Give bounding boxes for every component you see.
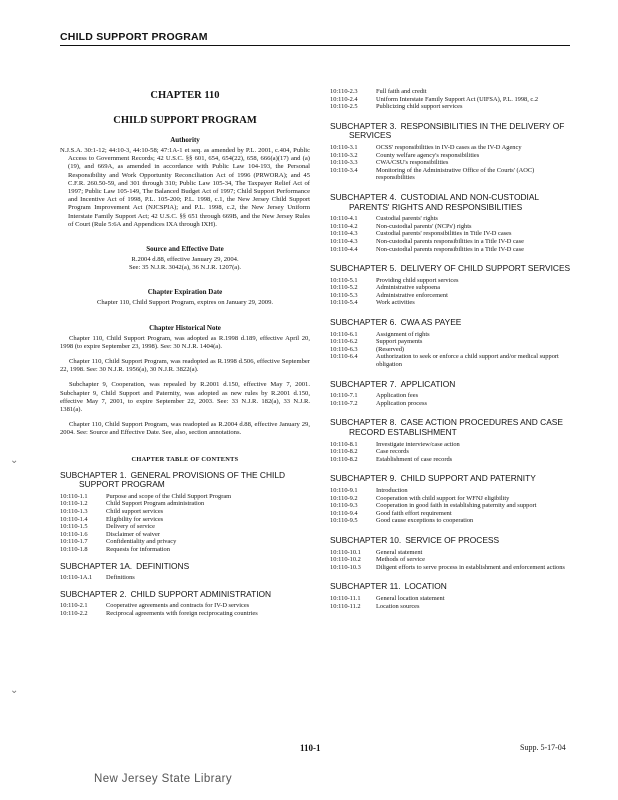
section-title: General statement (376, 548, 423, 556)
subchapter-heading (330, 582, 574, 592)
toc-entry (330, 88, 574, 96)
section-number: 10:110-2.2 (60, 609, 88, 617)
supplement-date: Supp. 5-17-04 (520, 743, 566, 752)
subchapter (330, 264, 574, 307)
toc-entry (330, 167, 574, 182)
running-head: CHILD SUPPORT PROGRAM (60, 31, 570, 46)
section-number: 10:110-1A.1 (60, 574, 93, 582)
section-number: 10:110-2.5 (330, 103, 358, 111)
section-number: 10:110-6.4 (330, 353, 358, 361)
subchapter-name: CHILD SUPPORT ADMINISTRATION (130, 588, 272, 599)
toc-entry (330, 502, 574, 510)
left-column (60, 90, 310, 618)
toc-entry (60, 493, 310, 501)
history-paragraph: Subchapter 9, Cooperation, was repealed by R.2001 d.150, effective May 7, 2001. Subchapter 9, Child Support and Paternity, was adopted as new rules by R.2001 d.150, effective May 7, 2001, to expire September 22, 2003. See: 33 N.J.R. 182(a), 33 N.J.R. 1381(a). (60, 381, 310, 414)
subchapter (330, 418, 574, 463)
section-number: 10:110-1.1 (60, 492, 88, 500)
subchapter-heading (60, 471, 310, 490)
section-title: Establishment of case records (376, 455, 453, 463)
subchapter-label: SUBCHAPTER 9. (330, 473, 397, 484)
toc-entry (330, 456, 574, 464)
toc-entry (60, 610, 310, 618)
toc-entry (330, 246, 574, 254)
section-title: (Reserved) (376, 345, 405, 353)
subchapter-name: CUSTODIAL AND NON-CUSTODIAL PARENTS' RIGHTS AND RESPONSIBILITIES (349, 191, 539, 212)
subchapter (60, 590, 310, 618)
authority-text: N.J.S.A. 30:1-12; 44:10-3, 44:10-58; 47:1A-1 et seq. as amended by P.L. 2001, c.404, Public Access to Government Records; 42 U.S.C. §§ 601, 654, 654(22), 658, 666(a)(17) and (a)(19), and 669A, as amended in accordance with Public Law 104-193, the Personal Responsibility and Work Opportunity Reconciliation Act of 1996 (PRWORA); and 45 C.F.R. 260.50-59, and 301 through 310; Public Law 105-34, The Taxpayer Relief Act of 1997; Public Law 105-149, The Balanced Budget Act of 1997; Child Support Performance and Incentive Act of 1998, P.L. 105-200; P.L. 1998, c.1, the New Jersey Child Support Program Improvement Act (NJCSPIA); and P.L. 1998, c.2, the New Jersey Uniform Interstate Family Support Act; 42 U.S.C. §§ 651 through 669B, and the New Jersey Rules of Court (Rule 5:6A and Appendices IXA through IXH). (60, 147, 310, 228)
library-watermark: New Jersey State Library (94, 773, 233, 785)
subchapter-label: SUBCHAPTER 11. (330, 581, 401, 592)
subchapter-label: SUBCHAPTER 7. (330, 378, 397, 389)
section-number: 10:110-3.3 (330, 159, 358, 167)
section-title: Disclaimer of waiver (106, 530, 160, 538)
subchapter-heading (330, 122, 574, 141)
toc-entry (330, 238, 574, 246)
section-title: Introduction (376, 486, 408, 494)
toc-entry (330, 331, 574, 339)
section-number: 10:110-9.4 (330, 509, 358, 517)
toc-entry (60, 531, 310, 539)
subchapter-heading (330, 380, 574, 390)
section-title: Child Support Program administration (106, 500, 205, 508)
section-number: 10:110-2.3 (330, 88, 358, 95)
history-heading: Chapter Historical Note (149, 323, 221, 332)
section-number: 10:110-10.3 (330, 563, 361, 571)
section-title: Custodial parents' responsibilities in Title IV-D cases (376, 230, 512, 238)
toc-entry (60, 516, 310, 524)
section-number: 10:110-8.2 (330, 448, 358, 456)
toc-entry (60, 508, 310, 516)
section-title: Good faith effort requirement (376, 509, 452, 517)
section-number: 10:110-11.1 (330, 594, 361, 602)
subchapter (60, 471, 310, 554)
section-title: Custodial parents' rights (376, 215, 438, 223)
expiration-heading: Chapter Expiration Date (147, 288, 223, 297)
source-line-1: R.2004 d.88, effective January 29, 2004. (131, 256, 239, 264)
section-number: 10:110-1.6 (60, 530, 88, 538)
subchapter-name: CASE ACTION PROCEDURES AND CASE RECORD ESTABLISHMENT (349, 417, 563, 437)
section-title: Delivery of service (106, 523, 155, 531)
margin-mark: ⌄ (10, 455, 19, 466)
subchapter-label: SUBCHAPTER 5. (330, 263, 397, 274)
subchapter (330, 474, 574, 525)
subchapter-heading (60, 562, 310, 572)
subchapter (330, 582, 574, 610)
subchapter-label: SUBCHAPTER 8. (330, 417, 397, 428)
section-number: 10:110-5.1 (330, 276, 358, 284)
margin-mark: ⌄ (10, 685, 19, 696)
toc-entry (60, 602, 310, 610)
section-number: 10:110-1.2 (60, 500, 88, 508)
toc-entry (60, 500, 310, 508)
section-title: Cooperation in good faith in establishing paternity and support (376, 502, 537, 510)
toc-entry (330, 517, 574, 525)
subchapter (330, 318, 574, 369)
section-number: 10:110-2.1 (60, 602, 88, 610)
toc-entry (330, 595, 574, 603)
toc-entry (60, 574, 310, 582)
expiration-text: Chapter 110, Child Support Program, expires on January 29, 2009. (96, 299, 274, 307)
subchapter-label: SUBCHAPTER 1. (60, 469, 127, 480)
section-number: 10:110-1.3 (60, 508, 88, 516)
section-number: 10:110-1.8 (60, 546, 88, 554)
section-number: 10:110-8.1 (330, 440, 358, 448)
page-number: 110-1 (300, 743, 321, 753)
section-number: 10:110-3.2 (330, 151, 358, 159)
subchapter-name: DELIVERY OF CHILD SUPPORT SERVICES (400, 263, 571, 274)
toc-entry (330, 338, 574, 346)
subchapter (60, 562, 310, 582)
subchapter-label: SUBCHAPTER 2. (60, 588, 127, 599)
section-number: 10:110-7.1 (330, 392, 358, 400)
subchapter-name: SERVICE OF PROCESS (405, 534, 500, 545)
subchapter-name: CHILD SUPPORT AND PATERNITY (400, 473, 536, 484)
section-number: 10:110-7.2 (330, 399, 358, 407)
history-paragraphs (60, 335, 310, 438)
section-title: Location sources (376, 602, 420, 610)
section-number: 10:110-8.2 (330, 455, 358, 463)
toc-entry (330, 223, 574, 231)
section-title: Diligent efforts to serve process in establishment and enforcement actions (376, 563, 565, 571)
section-number: 10:110-10.2 (330, 556, 361, 564)
toc-entry (330, 441, 574, 449)
history-paragraph: Chapter 110, Child Support Program, was readopted as R.2004 d.88, effective January 29, 2004. See: Source and Effective Date. See, also, section annotations. (60, 421, 310, 437)
subchapter (330, 380, 574, 408)
section-number: 10:110-6.1 (330, 330, 358, 338)
history-paragraph: Chapter 110, Child Support Program, was adopted as R.1998 d.189, effective April 20, 1998 (to expire September 23, 1998). See: 30 N.J.R. 1404(a). (60, 334, 310, 350)
subchapter-heading (60, 590, 310, 600)
section-title: Non-custodial parents responsibilities in a Title IV-D case (376, 237, 524, 245)
toc-entry (330, 549, 574, 557)
section-title: OCSS' responsibilities in IV-D cases as the IV-D Agency (376, 143, 522, 151)
subchapter-heading (330, 474, 574, 484)
right-top-entries (330, 88, 574, 111)
section-title: Application process (376, 399, 427, 407)
section-title: Application fees (376, 392, 419, 400)
toc-entry (330, 564, 574, 572)
section-title: Non-custodial parents responsibilities in a Title IV-D case (376, 245, 524, 253)
section-title: Uniform Interstate Family Support Act (UIFSA), P.L. 1998, c.2 (376, 95, 539, 103)
section-number: 10:110-4.1 (330, 215, 358, 223)
section-title: Case records (376, 448, 409, 456)
subchapter-name: RESPONSIBILITIES IN THE DELIVERY OF SERVICES (349, 120, 565, 141)
toc-entry (330, 159, 574, 167)
toc-entry (330, 277, 574, 285)
toc-entry (330, 448, 574, 456)
section-number: 10:110-3.1 (330, 143, 358, 151)
section-title: Investigate interview/case action (376, 440, 460, 448)
subchapter-label: SUBCHAPTER 1A. (60, 560, 133, 571)
section-number: 10:110-9.3 (330, 502, 358, 510)
toc-entry (330, 96, 574, 104)
right-column (330, 88, 574, 610)
section-title: Cooperation with child support for WFNJ eligibility (376, 494, 510, 502)
section-number: 10:110-5.2 (330, 284, 358, 292)
section-number: 10:110-4.4 (330, 245, 358, 253)
section-title: Administrative enforcement (376, 291, 448, 299)
section-title: CWA/CSU's responsibilities (376, 159, 449, 167)
subchapter-heading (330, 193, 574, 212)
toc-entry (330, 487, 574, 495)
section-number: 10:110-2.4 (330, 95, 358, 103)
section-title: Support payments (376, 338, 423, 346)
section-number: 10:110-1.5 (60, 523, 88, 531)
toc-entry (330, 230, 574, 238)
subchapter-label: SUBCHAPTER 4. (330, 191, 397, 202)
toc-entry (330, 495, 574, 503)
toc-entry (330, 400, 574, 408)
chapter-number: CHAPTER 110 (150, 90, 220, 101)
toc-entry (330, 299, 574, 307)
section-number: 10:110-1.4 (60, 515, 88, 523)
toc-entry (330, 215, 574, 223)
section-title: Child support services (106, 508, 164, 516)
toc-entry (330, 292, 574, 300)
source-line-2: See: 35 N.J.R. 3042(a), 36 N.J.R. 1207(a). (128, 264, 242, 272)
toc-entry (60, 538, 310, 546)
subchapter-label: SUBCHAPTER 10. (330, 534, 402, 545)
subchapter-name: LOCATION (404, 581, 447, 592)
section-title: Full faith and credit (376, 88, 427, 95)
section-number: 10:110-4.3 (330, 237, 358, 245)
section-number: 10:110-5.4 (330, 299, 358, 307)
subchapter-label: SUBCHAPTER 6. (330, 317, 397, 328)
source-heading: Source and Effective Date (146, 245, 224, 254)
toc-entry (60, 523, 310, 531)
section-title: Monitoring of the Administrative Office of the Courts' (AOC) responsibilities (376, 166, 535, 182)
section-title: Confidentiality and privacy (106, 538, 177, 546)
section-title: Non-custodial parents' (NCPs') rights (376, 222, 472, 230)
chapter-title: CHILD SUPPORT PROGRAM (113, 115, 257, 126)
toc-entry (330, 284, 574, 292)
section-number: 10:110-1.7 (60, 538, 88, 546)
section-number: 10:110-5.3 (330, 291, 358, 299)
toc-entry (330, 353, 574, 368)
toc-entry (330, 603, 574, 611)
subchapter-heading (330, 318, 574, 328)
section-title: Purpose and scope of the Child Support Program (106, 492, 232, 500)
toc-entry (330, 510, 574, 518)
subchapter-heading (330, 536, 574, 546)
subchapter-name: CWA AS PAYEE (400, 317, 462, 328)
subchapter-heading (330, 418, 574, 437)
subchapter-name: GENERAL PROVISIONS OF THE CHILD SUPPORT PROGRAM (79, 469, 286, 490)
subchapter (330, 536, 574, 571)
section-title: Eligibility for services (106, 515, 164, 523)
toc-entry (330, 152, 574, 160)
section-number: 10:110-9.1 (330, 486, 358, 494)
toc-entry (330, 144, 574, 152)
section-title: County welfare agency's responsibilities (376, 151, 480, 159)
toc-entry (330, 556, 574, 564)
section-title: Requests for information (106, 546, 170, 554)
section-title: Methods of service (376, 556, 425, 564)
subchapter-name: APPLICATION (400, 378, 456, 389)
section-title: Good cause exceptions to cooperation (376, 517, 474, 525)
section-title: General location statement (376, 594, 445, 602)
section-number: 10:110-10.1 (330, 548, 361, 556)
section-number: 10:110-11.2 (330, 602, 361, 610)
authority-heading: Authority (170, 136, 200, 144)
subchapter-label: SUBCHAPTER 3. (330, 120, 397, 131)
subchapter-heading (330, 264, 574, 274)
section-number: 10:110-9.2 (330, 494, 358, 502)
section-title: Providing child support services (376, 276, 459, 284)
section-title: Publicizing child support services (376, 103, 463, 111)
history-paragraph: Chapter 110, Child Support Program, was readopted as R.1998 d.506, effective September 22, 1998. See: 30 N.J.R. 1956(a), 30 N.J.R. 3822(a). (60, 358, 310, 374)
toc-heading: CHAPTER TABLE OF CONTENTS (131, 455, 239, 463)
section-title: Assignment of rights (376, 330, 430, 338)
section-title: Authorization to seek or enforce a child support and/or medical support obligation (376, 353, 559, 369)
section-title: Cooperative agreements and contracts for IV-D services (106, 602, 250, 610)
subchapter (330, 193, 574, 253)
section-number: 10:110-9.5 (330, 517, 358, 525)
section-number: 10:110-6.3 (330, 345, 358, 353)
section-title: Definitions (106, 574, 135, 582)
toc-entry (330, 392, 574, 400)
section-title: Work activities (376, 299, 415, 307)
subchapter (330, 122, 574, 182)
section-title: Administrative subpoena (376, 284, 441, 292)
section-title: Reciprocal agreements with foreign reciprocating countries (106, 609, 258, 617)
subchapter-name: DEFINITIONS (136, 560, 190, 571)
toc-entry (330, 103, 574, 111)
section-number: 10:110-6.2 (330, 338, 358, 346)
section-number: 10:110-3.4 (330, 166, 358, 174)
right-subchapter-list (330, 122, 574, 610)
left-subchapter-list (60, 471, 310, 618)
toc-entry (60, 546, 310, 554)
section-number: 10:110-4.3 (330, 230, 358, 238)
toc-entry (330, 346, 574, 354)
section-number: 10:110-4.2 (330, 222, 358, 230)
